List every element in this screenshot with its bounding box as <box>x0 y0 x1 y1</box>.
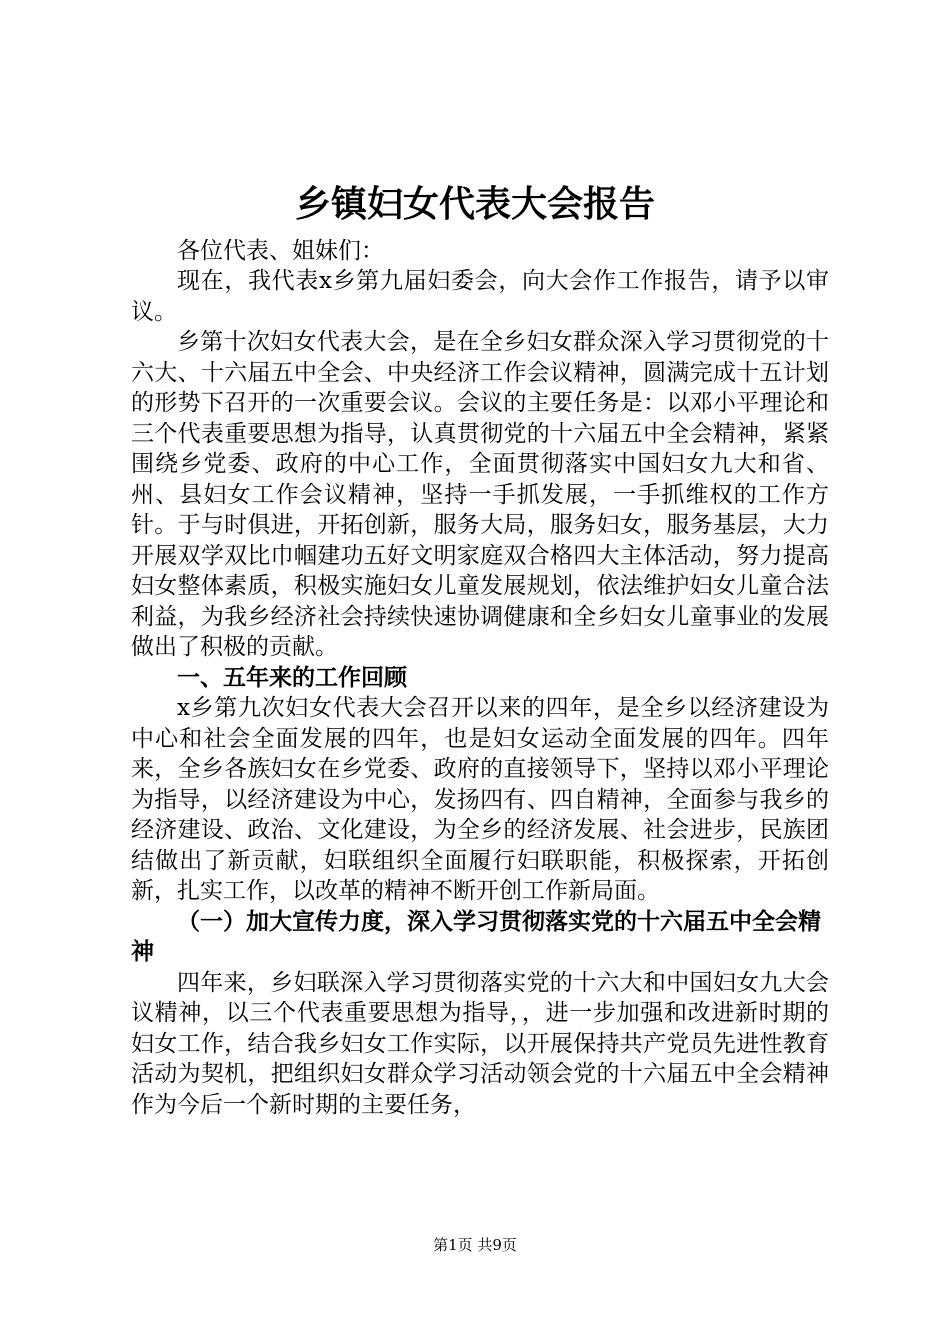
document-body <box>131 236 829 1120</box>
page-number-footer: 第1页 共9页 <box>433 1236 517 1254</box>
review-paragraph: x乡第九次妇女代表大会召开以来的四年，是全乡以经济建设为中心和社会全面发展的四年，也是妇女运动全面发展的四年。四年来，全乡各族妇女在乡党委、政府的直接领导下，坚持以邓小平理论为指导，以经济建设为中心，发扬四有、四自精神，全面参与我乡的经济建设、政治、文化建设，为全乡的经济发展、社会进步，民族团结做出了新贡献，妇联组织全面履行妇联职能，积极探索，开拓创新，扎实工作，以改革的精神不断开创工作新局面。 <box>131 695 829 904</box>
publicity-paragraph: 四年来，乡妇联深入学习贯彻落实党的十六大和中国妇女九大会议精神，以三个代表重要思想为指导，，进一步加强和改进新时期的妇女工作，结合我乡妇女工作实际，以开展保持共产党员先进性教育活动为契机，把组织妇女群众学习活动领会党的十六届五中全会精神作为今后一个新时期的主要任务， <box>131 969 829 1118</box>
document-title: 乡镇妇女代表大会报告 <box>294 184 655 225</box>
intro-paragraph: 现在，我代表x乡第九届妇委会，向大会作工作报告，请予以审议。 <box>131 268 829 325</box>
meeting-purpose-paragraph: 乡第十次妇女代表大会，是在全乡妇女群众深入学习贯彻党的十六大、十六届五中全会、中央经济工作会议精神，圆满完成十五计划的形势下召开的一次重要会议。会议的主要任务是：以邓小平理论和三个代表重要思想为指导，认真贯彻党的十六届五中全会精神，紧紧围绕乡党委、政府的中心工作，全面贯彻落实中国妇女九大和省、州、县妇女工作会议精神，坚持一手抓发展，一手抓维权的工作方针。于与时俱进，开拓创新，服务大局，服务妇女，服务基层，大力开展双学双比巾帼建功五好文明家庭双合格四大主体活动，努力提高妇女整体素质，积极实施妇女儿童发展规划，依法维护妇女儿童合法利益，为我乡经济社会持续快速协调健康和全乡妇女儿童事业的发展做出了积极的贡献。 <box>131 329 829 660</box>
greeting-paragraph: 各位代表、姐妹们： <box>177 238 384 264</box>
subsection-heading-publicity: （一）加大宣传力度，深入学习贯彻落实党的十六届五中全会精神 <box>131 908 821 965</box>
section-heading-review: 一、五年来的工作回顾 <box>177 664 407 691</box>
